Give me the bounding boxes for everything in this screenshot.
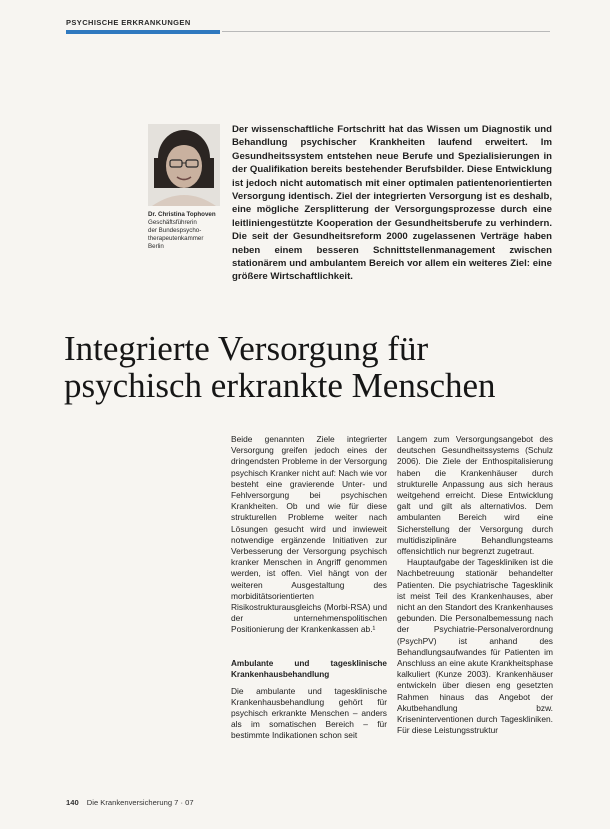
section-label: PSYCHISCHE ERKRANKUNGEN <box>66 18 191 27</box>
body-paragraph: Langem zum Versorgungsangebot des deutschen Gesundheitssystems (Schulz 2006). Die Ziele der Enthospitalisierung haben die Krankenhäuser durch strukturelle Anpassung aus sich heraus weitgehend erreicht. Diese Entwicklung galt und gilt als alternativlos. Dem ambulanten Bereich wird eine Sicherstellung der Versorgung durch multidisziplinäre Behandlungsteams offensichtlich nur begrenzt zugetraut. <box>397 434 553 557</box>
body-paragraph: Die ambulante und tagesklinische Krankenhausbehandlung gehört für psychisch erkrankte Menschen – anders als im somatischen Bereich – für bestimmte Indikationen schon seit <box>231 685 387 741</box>
page-number: 140 <box>66 798 79 807</box>
author-photo <box>148 124 220 206</box>
article-headline: Integrierte Versorgung für psychisch erkrankte Menschen <box>64 329 496 405</box>
author-role-line: der Bundespsycho- <box>148 227 202 234</box>
author-role-line: therapeutenkammer <box>148 235 204 242</box>
section-rule-accent <box>66 30 220 34</box>
author-city: Berlin <box>148 243 164 250</box>
intro-paragraph: Der wissenschaftliche Fortschritt hat das Wissen um Diagnostik und Behandlung psychischer Krankheiten laufend erweitert. Im Gesundheitssystem entstehen neue Berufe und Spezialisierungen in der Qualifikation bereits bestehender Berufsbilder. Diese Entwicklung ist jedoch nicht automatisch mit einer optimalen patientenorientierten Versorgung identisch. Ziel der integrierten Versorgung ist es deshalb, eine mögliche Zersplitterung der Versorgungsprozesse durch eine leitliniengestützte Kooperation der Gesundheitsberufe zu verhindern. Die seit der Gesundheitsreform 2000 zugelassenen Verträge haben neben einem besseren Schnittstellenmanagement zwischen stationärem und ambulantem Bereich vor allem ein weiteres Ziel: eine größere Wirtschaftlichkeit. <box>232 124 552 283</box>
journal-name: Die Krankenversicherung 7 · 07 <box>86 798 194 807</box>
body-paragraph: Hauptaufgabe der Tageskliniken ist die Nachbetreuung stationär behandelter Patienten. Die psychiatrische Tagesklinik ist meist Teil des Krankenhauses, aber nicht an den Standort des Krankenhauses gebunden. Die Personalbemessung nach der Psychiatrie-Personalverordnung (PsychPV) ist anhand des Behandlungsaufwandes für Patienten im Anschluss an eine akute Krankheitsphase kalkuliert (Kunze 2003). Krankenhäuser entwickeln über diesen eng gesetzten Rahmen hinaus das Angebot der Akutbehandlung bzw. Kriseninterventionen durch Tageskliniken. Für diese Leistungsstruktur <box>397 557 553 736</box>
author-name: Dr. Christina Tophoven <box>148 211 216 218</box>
author-caption <box>148 211 228 251</box>
body-column-right <box>397 434 553 736</box>
section-subheading: Ambulante und tagesklinische Krankenhausbehandlung <box>231 658 387 679</box>
body-paragraph: Beide genannten Ziele integrierter Versorgung greifen jedoch eines der dringendsten Probleme in der Versorgung psychisch Kranker nicht auf: Nach wie vor besteht eine gravierende Unter- und Fehlversorgung bei psychischen Krankheiten. Ob und wie für diese strukturellen Probleme weiter nach Lösungen gesucht wird und inwieweit notwendige ergänzende Initiativen zur Verbesserung der Versorgung psychisch kranker Menschen in Angriff genommen werden, ist offen. Viel hängt von der weiteren Ausgestaltung des morbiditätsorientierten Risikostrukturausgleichs (Morbi-RSA) und der unternehmenspolitischen Positionierung der Krankenkassen ab.¹ <box>231 434 387 635</box>
section-rule <box>222 31 550 32</box>
author-role-line: Geschäftsführerin <box>148 219 197 226</box>
body-column-left <box>231 434 387 742</box>
page-footer <box>66 798 194 807</box>
